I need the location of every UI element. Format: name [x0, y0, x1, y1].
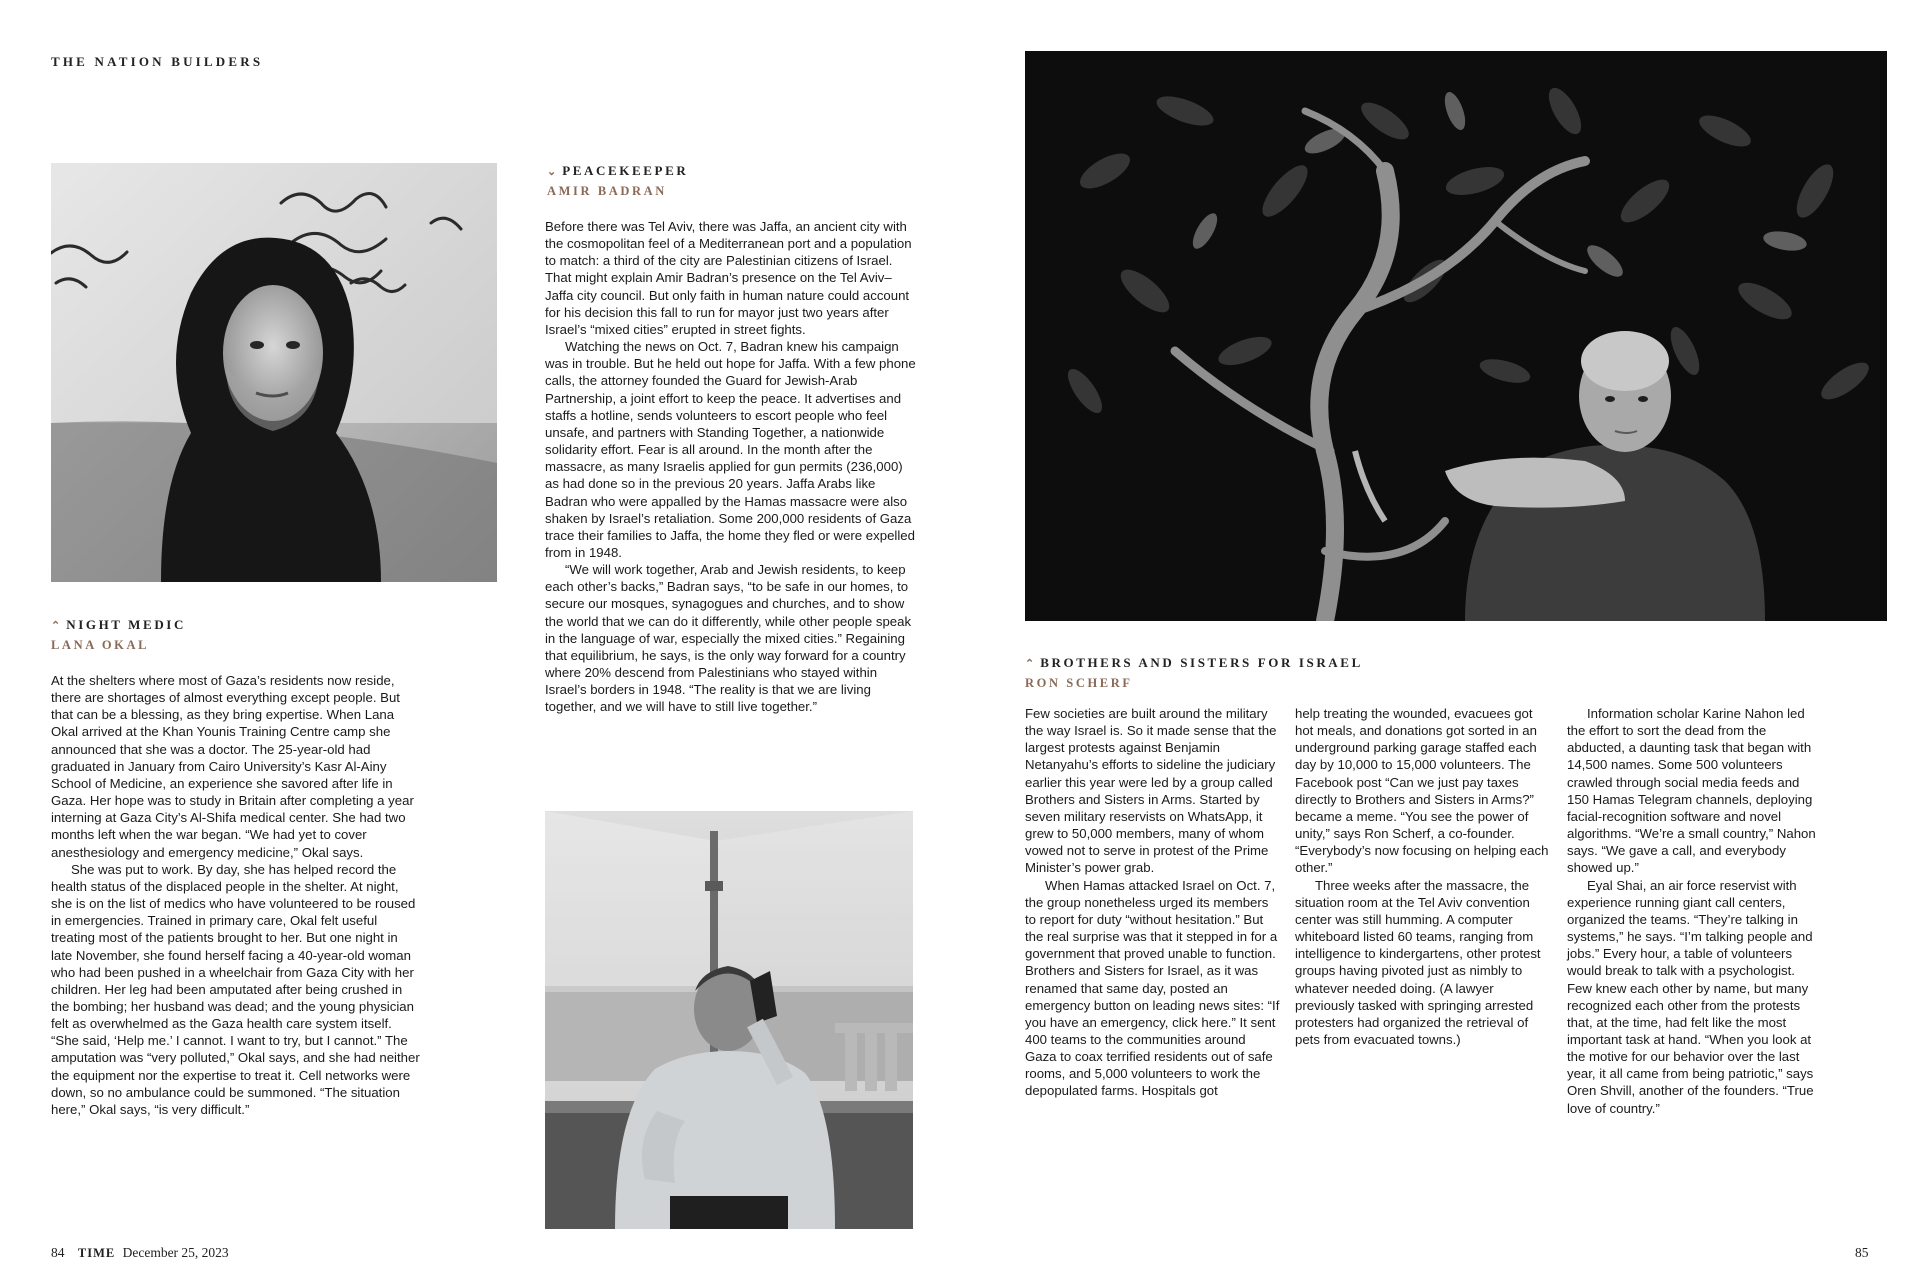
medic-byline: LANA OKAL	[51, 638, 150, 652]
chevron-up-icon: ⌃	[51, 620, 61, 632]
medic-kicker-label: NIGHT MEDIC	[66, 617, 186, 632]
brothers-kicker	[1025, 655, 1363, 671]
peacekeeper-article	[545, 218, 919, 716]
paragraph: “We will work together, Arab and Jewish residents, to keep each other’s backs,” Badran says, “to be safe in our homes, to secure our mosques, synagogues and churches, and to show the world that we can do it differently, while other people speak in the language of war, especially the mixed cities.” Regaining that equilibrium, he says, is the only way forward for a country where 20% descend from Palestinians who stayed within Israel’s borders in 1948. “The reality is that we are living together, and we will have to still live together.”	[545, 562, 912, 715]
paragraph: Three weeks after the massacre, the situation room at the Tel Aviv convention center was still humming. A computer whiteboard listed 60 teams, ranging from intelligence to kindergartens, other protest groups having pivoted just as nimbly to whatever needed doing. (A lawyer previously tasked with springing arrested protesters had organized the retrieval of pets from evacuated towns.)	[1295, 877, 1541, 1047]
brand-logo: TIME	[77, 1246, 116, 1260]
paragraph: help treating the wounded, evacuees got hot meals, and donations got sorted in an underground parking garage staffed each day by 10,000 to 15,000 volunteers. The Facebook post “Can we just pay taxes directly to Brothers and Sisters in Arms?” became a meme. “You see the power of unity,” says Ron Scherf, a co-founder. “Everybody’s now focusing on helping each other.”	[1295, 706, 1549, 876]
photo-ron-scherf	[1025, 51, 1887, 621]
footer-left	[51, 1245, 229, 1261]
chevron-up-icon: ⌃	[1025, 658, 1035, 670]
paragraph: Before there was Tel Aviv, there was Jaffa, an ancient city with the cosmopolitan feel of a Mediterranean port and a population to match: a third of the city are Palestinian citizens of Israel. That might explain Amir Badran’s presence on the Tel Aviv–Jaffa city council. But only faith in human nature could account for his decision this fall to run for mayor just two years after Israel’s “mixed cities” erupted in street fights.	[545, 219, 912, 337]
paragraph: At the shelters where most of Gaza’s residents now reside, there are shortages of almost everything except people. But that can be a blessing, as they bring expertise. When Lana Okal arrived at the Khan Younis Training Centre camp she announced that she was a doctor. The 25-year-old had graduated in January from Cairo University’s Kasr Al-Ainy School of Medicine, an experience she savored after life in Gaza. Her hope was to study in Britain after completing a year interning at Gaza City’s Al-Shifa medical center. She had two months left when the war began. “We had yet to cover anesthesiology and emergency medicine,” Okal says.	[51, 673, 414, 860]
section-label: THE NATION BUILDERS	[51, 54, 264, 69]
paragraph: Watching the news on Oct. 7, Badran knew his campaign was in trouble. But he held out hope for Jaffa. With a few phone calls, the attorney founded the Guard for Jewish-Arab Partnership, a joint effort to keep the peace. It advertises and staffs a hotline, sends volunteers to escort people who feel unsafe, and partners with Standing Together, a nationwide solidarity effort. Fear is all around. In the month after the massacre, as many Israelis applied for gun permits (236,000) as had done so in the previous 20 years. Jaffa Arabs like Badran who were appalled by the Hamas massacre were also shaken by Israel’s retaliation. Some 200,000 residents of Gaza trace their families to Jaffa, the home they fled or were expelled from in 1948.	[545, 339, 916, 560]
page-number-right: 85	[1855, 1245, 1869, 1260]
page-number-left: 84	[51, 1245, 65, 1260]
paragraph: When Hamas attacked Israel on Oct. 7, the group nonetheless urged its members to report for duty “without hesitation.” But the real surprise was that it stepped in for a government that proved unable to function. Brothers and Sisters for Israel, as it was renamed that same day, posted an emergency button on leading news sites: “If you have an emergency, click here.” It sent 400 teams to the communities around Gaza to coax terrified residents out of safe rooms, and 5,000 volunteers to work the depopulated farms. Hospitals got	[1025, 877, 1280, 1099]
medic-kicker	[51, 617, 186, 633]
peacekeeper-kicker-label: PEACEKEEPER	[562, 163, 689, 178]
paragraph: She was put to work. By day, she has helped record the health status of the displaced people in the shelter. At night, she is on the list of medics who have volunteered to be roused in emergencies. Trained in primary care, Okal felt useful treating most of the patients brought to her. But one night in late November, she found herself facing a 40-year-old woman who had been pushed in a wheelchair from Gaza City with her children. Her leg had been amputated after being crushed in the bombing; her husband was dead; and the young physician felt as overwhelmed as the Gaza health care system itself. “She said, ‘Help me.’ I cannot. I want to try, but I cannot.” The amputation was “very polluted,” Okal says, and she had neither the equipment nor the expertise to treat it. Cell networks were down, so no ambulance could be summoned. “The situation here,” Okal says, “is very difficult.”	[51, 861, 420, 1117]
paragraph: Eyal Shai, an air force reservist with experience running giant call centers, organized the teams. “They’re talking in systems,” he says. “I’m talking people and jobs.” Every hour, a table of volunteers would break to talk with a psychologist. Few knew each other by name, but many recognized each other from the protests that, at the time, had felt like the most important task at hand. “When you look at the motive for our behavior over the last year, it all came from being patriotic,” says Oren Shvill, another of the founders. “True love of country.”	[1567, 877, 1814, 1116]
chevron-down-icon: ⌄	[547, 166, 557, 178]
issue-date: December 25, 2023	[122, 1245, 229, 1260]
peacekeeper-byline: AMIR BADRAN	[547, 184, 667, 198]
photo-lana-okal	[51, 163, 497, 582]
brothers-column-1	[1025, 705, 1280, 1100]
photo-amir-badran	[545, 811, 913, 1229]
brothers-column-3	[1567, 705, 1822, 1117]
brothers-byline: RON SCHERF	[1025, 676, 1133, 690]
paragraph: Few societies are built around the military the way Israel is. So it made sense that the largest protests against Benjamin Netanyahu’s efforts to sideline the judiciary earlier this year were led by a group called Brothers and Sisters in Arms. Started by seven military reservists on WhatsApp, it grew to 50,000 members, many of whom vowed not to serve in protest of the Prime Minister’s power grab.	[1025, 706, 1277, 876]
brothers-kicker-label: BROTHERS AND SISTERS FOR ISRAEL	[1040, 655, 1363, 670]
brothers-column-2	[1295, 705, 1550, 1048]
paragraph: Information scholar Karine Nahon led the effort to sort the dead from the abducted, a daunting task that began with 14,500 names. Some 500 volunteers crawled through social media feeds and 150 Hamas Telegram channels, deploying facial-recognition software and novel algorithms. “We’re a small country,” Nahon says. “We gave a call, and everybody showed up.”	[1567, 706, 1816, 876]
medic-article	[51, 672, 421, 1118]
peacekeeper-kicker	[547, 163, 688, 179]
